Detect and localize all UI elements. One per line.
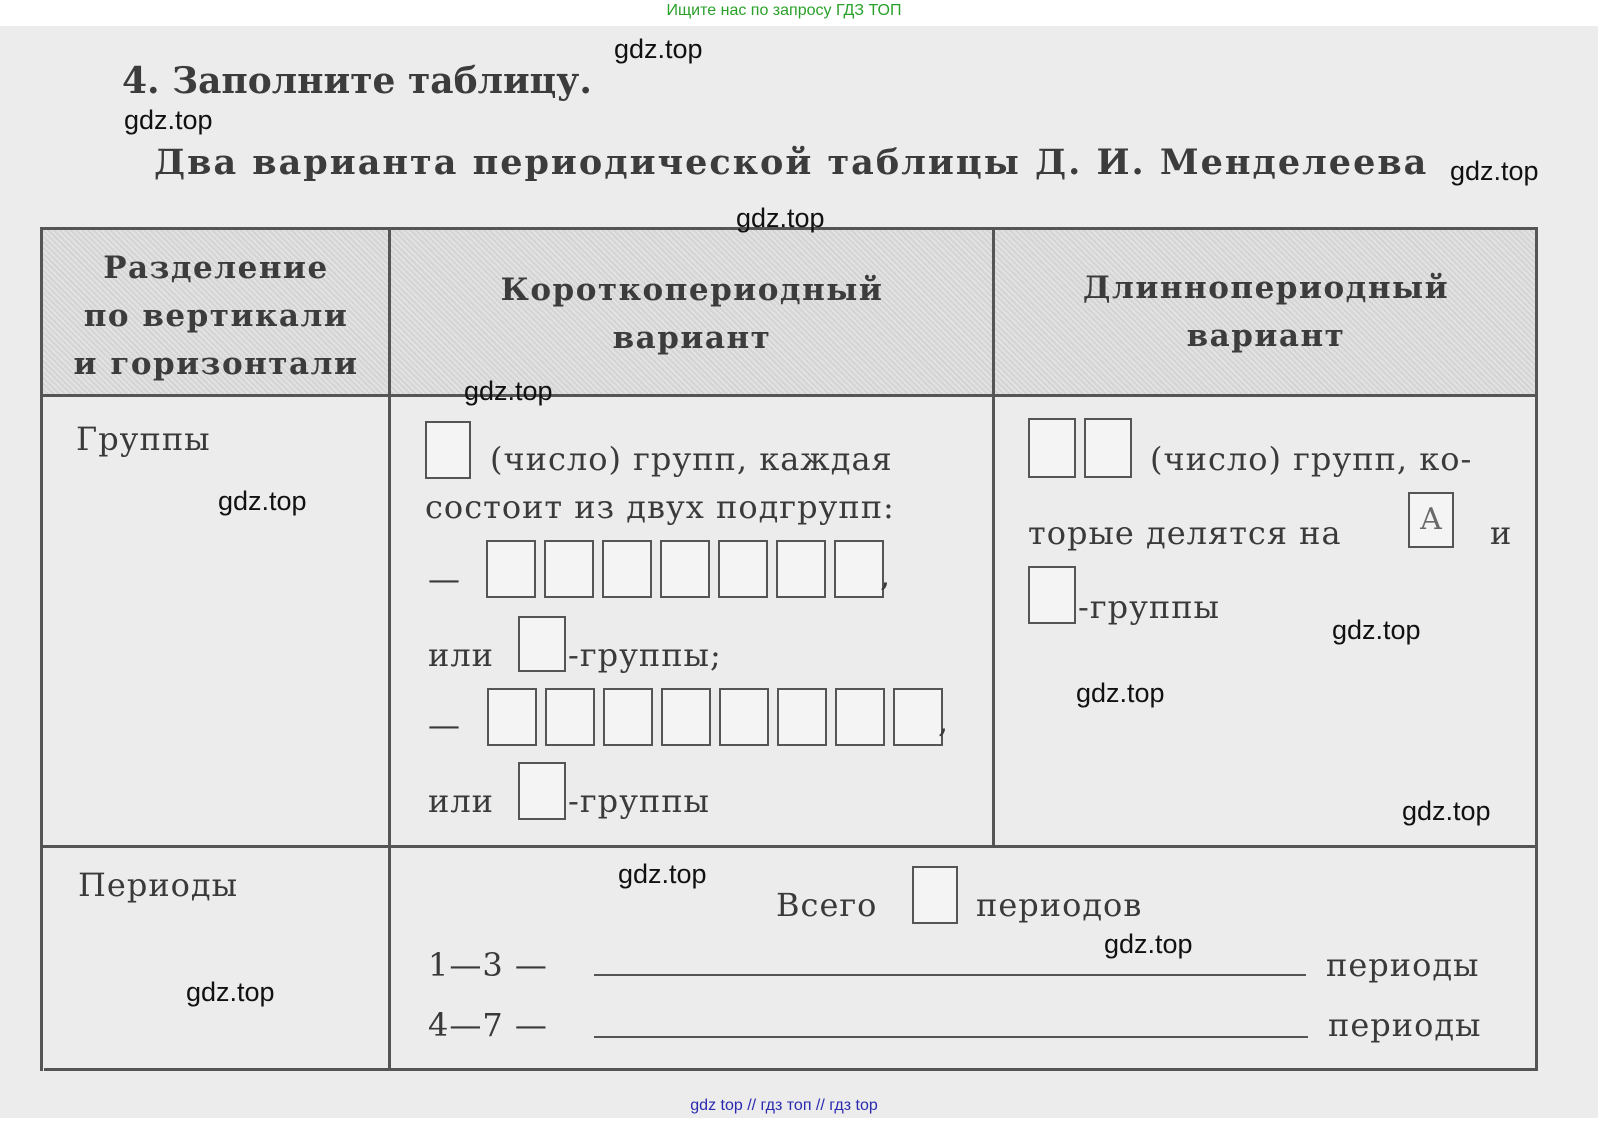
periods-row2-label: 4—7 —: [428, 1006, 548, 1044]
periods-total-a: Всего: [776, 886, 878, 924]
long-groups-line2: торые делятся на: [1028, 514, 1342, 552]
answer-box-subgroup-b-5[interactable]: [719, 688, 769, 746]
suffix-b: -группы: [568, 782, 711, 820]
periods-row1-label: 1—3 —: [428, 946, 548, 984]
answer-box-long-b-letter[interactable]: [1028, 566, 1076, 624]
answer-box-subgroup-a-letter[interactable]: [518, 616, 566, 672]
watermark: gdz.top: [614, 34, 703, 64]
answer-box-subgroup-a-6[interactable]: [776, 540, 826, 598]
answer-box-short-group-count[interactable]: [425, 421, 471, 479]
groups-label: Группы: [76, 420, 211, 458]
answer-box-subgroup-a-2[interactable]: [544, 540, 594, 598]
answer-line-periods-4-7[interactable]: [594, 1036, 1308, 1038]
long-groups-line1: (число) групп, ко-: [1150, 440, 1473, 478]
answer-box-subgroup-b-7[interactable]: [835, 688, 885, 746]
col1-divider: [388, 227, 391, 1071]
header-long-variant: Длиннопериодный вариант: [1082, 270, 1450, 354]
watermark: gdz.top: [736, 203, 825, 233]
dash-a: —: [428, 560, 461, 598]
short-groups-line2: состоит из двух подгрупп:: [425, 488, 895, 526]
groups-periods-divider: [43, 845, 1538, 848]
watermark: gdz.top: [1104, 929, 1193, 959]
answer-box-subgroup-b-8[interactable]: [893, 688, 943, 746]
task-heading: 4. Заполните таблицу.: [122, 60, 592, 102]
answer-box-subgroup-a-7[interactable]: [834, 540, 884, 598]
answer-box-subgroup-b-1[interactable]: [487, 688, 537, 746]
watermark: gdz.top: [186, 977, 275, 1007]
answer-box-subgroup-b-6[interactable]: [777, 688, 827, 746]
table-border-bottom: [44, 1068, 1538, 1071]
or-b: или: [428, 782, 494, 820]
table-border-left: [40, 227, 43, 1071]
table-title: Два варианта периодической таблицы Д. И. Менделеева: [154, 142, 1429, 183]
dash-b: —: [428, 706, 461, 744]
watermark: gdz.top: [464, 376, 553, 406]
periods-row2-word: периоды: [1328, 1006, 1482, 1044]
watermark: gdz.top: [1332, 615, 1421, 645]
comma-a: ,: [880, 556, 892, 594]
answer-line-periods-1-3[interactable]: [594, 974, 1306, 976]
short-groups-line1: (число) групп, каждая: [490, 440, 893, 478]
suffix-a: -группы;: [568, 636, 722, 674]
answer-box-subgroup-b-4[interactable]: [661, 688, 711, 746]
periods-row1-word: периоды: [1326, 946, 1480, 984]
prefilled-box-a: А: [1408, 492, 1454, 548]
long-and: и: [1490, 514, 1513, 552]
col2-divider: [992, 227, 995, 847]
comma-b: ,: [938, 702, 950, 740]
watermark: gdz.top: [1076, 678, 1165, 708]
answer-box-period-count[interactable]: [912, 866, 958, 924]
or-a: или: [428, 636, 494, 674]
answer-box-subgroup-b-3[interactable]: [603, 688, 653, 746]
top-banner: Ищите нас по запросу ГДЗ ТОП: [666, 2, 902, 19]
header-divider: [40, 394, 1538, 397]
answer-box-subgroup-a-1[interactable]: [486, 540, 536, 598]
long-suffix: -группы: [1078, 588, 1221, 626]
watermark: gdz.top: [218, 486, 307, 516]
watermark: gdz.top: [618, 859, 707, 889]
answer-box-subgroup-a-4[interactable]: [660, 540, 710, 598]
answer-box-subgroup-a-5[interactable]: [718, 540, 768, 598]
header-division: Разделение по вертикали и горизонтали: [73, 250, 359, 382]
answer-box-long-group-count-2[interactable]: [1084, 418, 1132, 478]
answer-box-subgroup-b-letter[interactable]: [518, 762, 566, 820]
watermark: gdz.top: [1402, 796, 1491, 826]
periods-total-b: периодов: [976, 886, 1143, 924]
answer-box-subgroup-b-2[interactable]: [545, 688, 595, 746]
watermark: gdz.top: [1450, 156, 1539, 186]
answer-box-long-group-count-1[interactable]: [1028, 418, 1076, 478]
periods-label: Периоды: [78, 866, 239, 904]
header-short-variant: Короткопериодный вариант: [500, 272, 884, 356]
footer-links: gdz top // гдз топ // гдз top: [690, 1097, 878, 1114]
watermark: gdz.top: [124, 105, 213, 135]
answer-box-subgroup-a-3[interactable]: [602, 540, 652, 598]
